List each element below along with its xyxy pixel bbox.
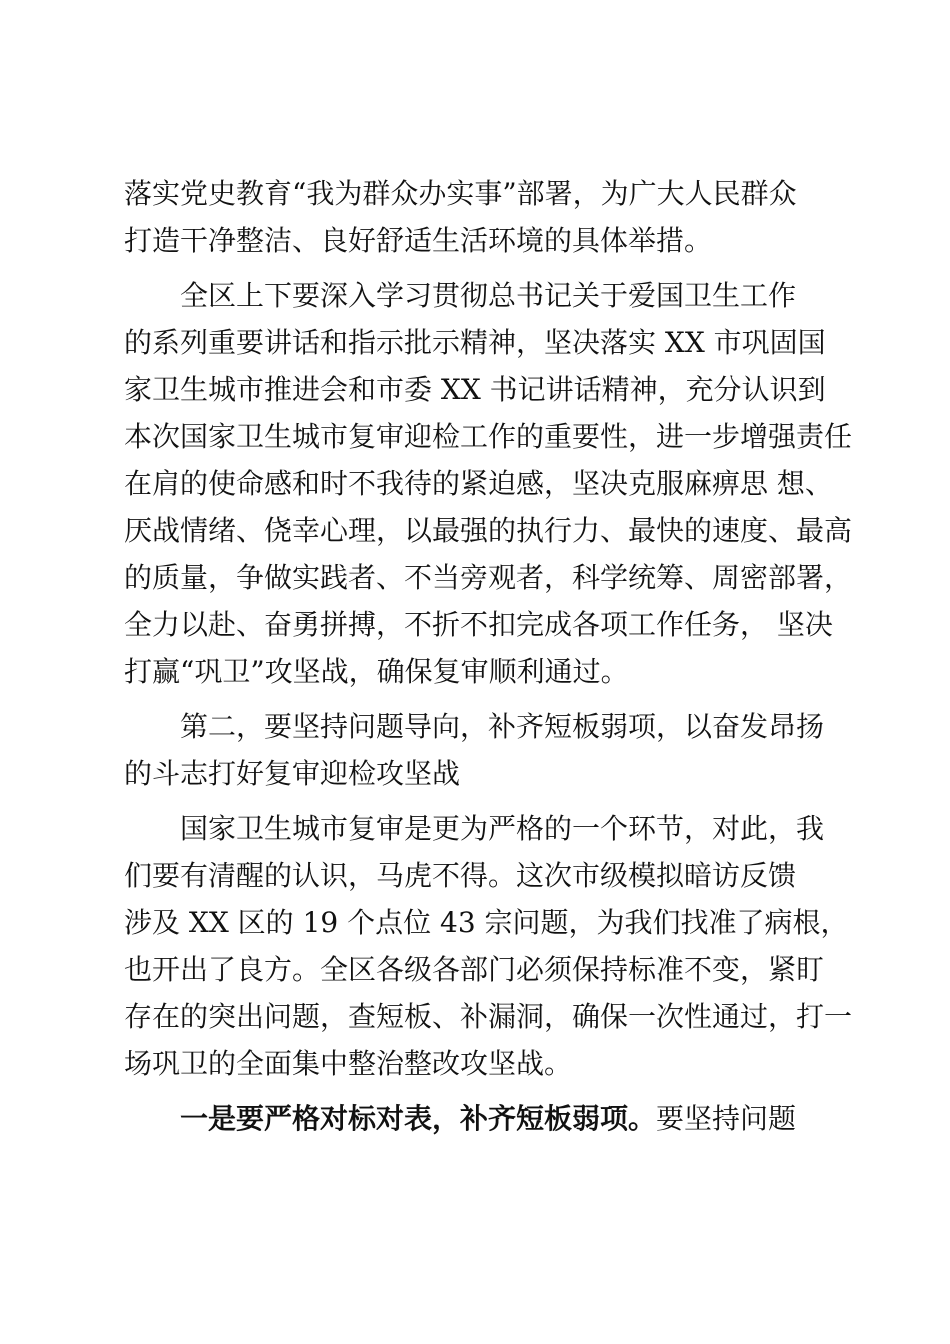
text-line: 全力以赴、奋勇拼搏，不折不扣完成各项工作任务， 坚决 <box>124 608 833 641</box>
text-line: 的系列重要讲话和指示批示精神，坚决落实 XX 市巩固国 <box>124 326 826 359</box>
text-line: 场巩卫的全面集中整治整改攻坚战。 <box>124 1047 573 1080</box>
indent <box>124 1102 180 1135</box>
text-line: 全区上下要深入学习贯彻总书记关于爱国卫生工作 <box>124 279 797 312</box>
text-line: 打赢“巩卫”攻坚战，确保复审顺利通过。 <box>124 655 629 688</box>
mixed-text-line <box>124 1095 834 1142</box>
text-line: 的质量，争做实践者、不当旁观者，科学统筹、周密部署， <box>124 561 853 594</box>
text-line: 厌战情绪、侥幸心理，以最强的执行力、最快的速度、最高 <box>124 514 853 547</box>
text-line: 们要有清醒的认识，马虎不得。这次市级模拟暗访反馈 <box>124 859 797 892</box>
text-line: 打造干净整洁、良好舒适生活环境的具体举措。 <box>124 224 713 257</box>
text-line: 涉及 XX 区的 19 个点位 43 宗问题，为我们找准了病根， <box>124 906 849 939</box>
bold-lead-text: 一是要严格对标对表，补齐短板弱项。 <box>180 1102 657 1135</box>
text-line: 本次国家卫生城市复审迎检工作的重要性，进一步增强责任 <box>124 420 853 453</box>
text-line: 也开出了良方。全区各级各部门必须保持标准不变，紧盯 <box>124 953 825 986</box>
text-line: 在肩的使命感和时不我待的紧迫感，坚决克服麻痹思 想、 <box>124 467 833 500</box>
section-heading-line: 第二，要坚持问题导向，补齐短板弱项，以奋发昂扬 <box>124 710 825 743</box>
text-continuation: 要坚持问题 <box>656 1102 797 1135</box>
text-line: 国家卫生城市复审是更为严格的一个环节，对此，我 <box>124 812 825 845</box>
text-line: 家卫生城市推进会和市委 XX 书记讲话精神，充分认识到 <box>124 373 826 406</box>
text-line: 存在的突出问题，查短板、补漏洞，确保一次性通过，打一 <box>124 1000 853 1033</box>
text-line: 落实党史教育“我为群众办实事”部署，为广大人民群众 <box>124 177 797 210</box>
section-heading-line: 的斗志打好复审迎检攻坚战 <box>124 757 461 790</box>
body-text <box>124 170 853 1142</box>
